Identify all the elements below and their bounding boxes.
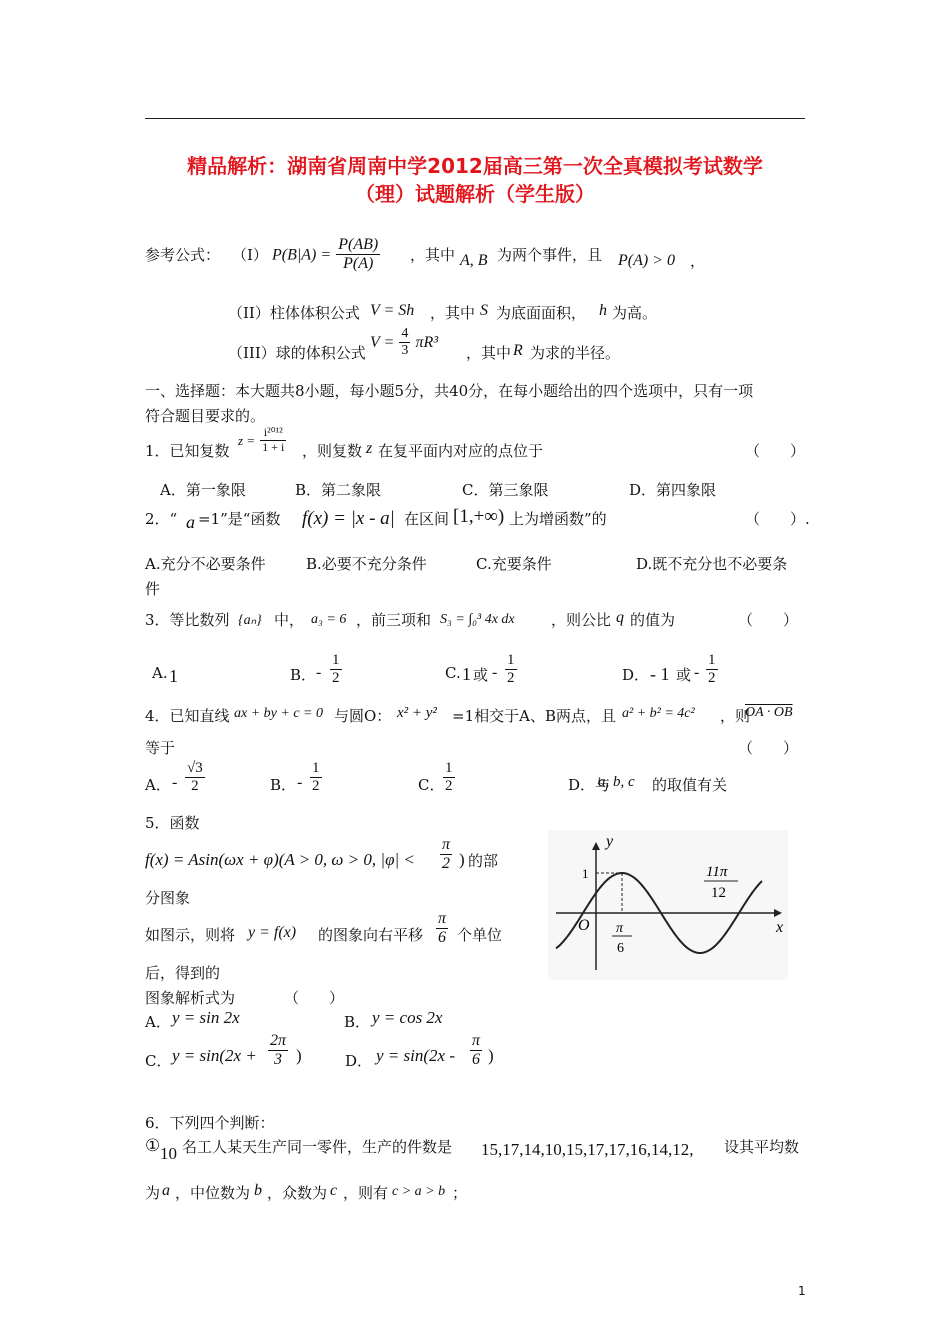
graph-x-label: x — [776, 919, 784, 936]
q3-integral: S₃ = ∫₀³ 4x dx — [440, 612, 515, 627]
formula-i: P(B|A) = $\frac{P(AB)}{P(A)}$ — [272, 236, 379, 273]
q1-text: 1．已知复数 — [145, 442, 230, 460]
formula-i-fraction: $\frac{P(AB)}{P(A)}$ — [338, 236, 379, 273]
q3-answer-paren: （ ） — [738, 611, 799, 629]
title-line-1: 精品解析：湖南省周南中学2012届高三第一次全真模拟考试数学 — [187, 154, 763, 178]
graph-tick-1: 1 — [582, 866, 589, 881]
formula-iii: V = $\frac{4}{3}$ πR³ — [370, 326, 439, 359]
title-line-2: （理）试题解析（学生版） — [355, 182, 595, 206]
q5-option-c: C． — [145, 1052, 172, 1070]
q4-text: 4．已知直线 — [145, 707, 230, 725]
q3-option-d: D． — [622, 666, 650, 684]
q3-option-b: B． — [290, 666, 317, 684]
q2-option-b: B.必要不充分条件 — [306, 555, 427, 573]
q6-data: 15,17,14,10,15,17,17,16,14,12, — [481, 1140, 694, 1159]
q2-option-a: A.充分不必要条件 — [145, 555, 266, 573]
q1-formula: z = $\frac{\text{i²⁰¹²}}{1 + i}$ — [238, 425, 285, 454]
q5-option-b: B． — [344, 1013, 371, 1031]
formula-label: 参考公式： — [145, 246, 221, 264]
q5-answer-paren: （ ） — [284, 989, 345, 1007]
q6-text: 6．下列四个判断： — [145, 1114, 275, 1132]
q1-option-d: D．第四象限 — [629, 481, 717, 499]
graph-y-label: y — [606, 833, 614, 850]
q1-answer-paren: （ ） — [745, 442, 806, 460]
q5-text: 5．函数 — [145, 814, 200, 832]
q3-option-a: A. — [152, 664, 168, 682]
graph-tick-6: 6 — [617, 941, 624, 956]
graph-tick-pi: π — [616, 921, 624, 936]
q4-answer-paren: （ ） — [738, 739, 799, 757]
q2-option-c: C.充要条件 — [476, 555, 552, 573]
q4-option-b: B． — [270, 776, 297, 794]
graph-tick-12: 12 — [711, 885, 726, 901]
formula-ii: V = Sh — [370, 302, 415, 319]
q2-option-d: D.既不充分也不必要条 — [636, 555, 788, 573]
q1-option-b: B．第二象限 — [295, 481, 382, 499]
formula-ii-text: （II）柱体体积公式 — [228, 304, 360, 322]
formula-i-prefix: （I） — [232, 246, 268, 264]
q4-option-a: A． — [145, 776, 171, 794]
graph-origin: O — [578, 917, 590, 934]
formula-iii-text: （III）球的体积公式 — [228, 344, 366, 362]
q5-option-a: A． — [145, 1013, 171, 1031]
q1-option-a: A．第一象限 — [160, 481, 246, 499]
q3-text: 3．等比数列 — [145, 611, 230, 629]
section-1-intro-2: 符合题目要求的。 — [145, 407, 266, 425]
q5-option-d: D． — [345, 1052, 373, 1070]
q5-function: f(x) = Asin(ωx + φ)(A > 0, ω > 0, |φ| < — [145, 850, 415, 869]
q2-answer-paren: （ ）. — [745, 510, 810, 528]
q5-sine-graph — [548, 830, 788, 980]
q4-option-c: C． — [418, 776, 445, 794]
q4-option-d: D．与 — [568, 776, 611, 794]
section-1-intro: 一、选择题：本大题共8小题，每小题5分，共40分，在每小题给出的四个选项中，只有一项 — [145, 382, 754, 400]
q2-text: 2．“ — [145, 510, 178, 528]
page-number: 1 — [798, 1284, 806, 1298]
graph-tick-11pi: 11π — [706, 864, 728, 880]
q2-function: f(x) = |x - a| — [302, 508, 395, 529]
q1-option-c: C．第三象限 — [462, 481, 549, 499]
graph-background — [548, 830, 788, 980]
header-rule — [145, 118, 805, 119]
q3-option-c: C. — [445, 664, 461, 682]
